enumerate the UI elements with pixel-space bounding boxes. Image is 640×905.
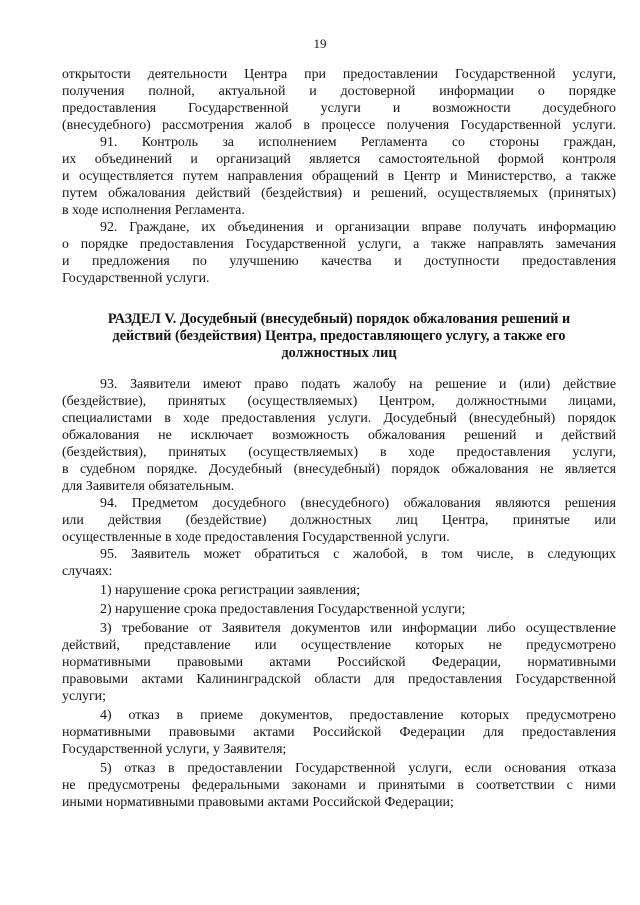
section-heading: РАЗДЕЛ V. Досудебный (внесудебный) порядок обжалования решений и <box>107 311 571 327</box>
text-line: правовыми актами Калининградской области для предоставления Государственной <box>62 672 616 687</box>
text-line: и предложения по улучшению качества и доступности предоставления <box>62 254 616 269</box>
list-item-5: 5) отказ в предоставлении Государственной услуги, если основания отказа <box>100 761 616 776</box>
text-line: нормативными правовыми актами Российской Федерации для предоставления <box>62 725 616 740</box>
text-line: действий, представление или осуществление которых не предусмотрено <box>62 638 616 653</box>
section-heading: действий (бездействия) Центра, предоставляющего услугу, а также его <box>112 328 566 344</box>
text-line: нормативными правовыми актами Российской Федерации, нормативными <box>62 655 616 670</box>
text-line: и осуществляется путем направления обращений в Центр и Министерство, а также <box>62 169 616 184</box>
list-item-2: 2) нарушение срока предоставления Государственной услуги; <box>100 602 466 617</box>
list-item-4: 4) отказ в приеме документов, предоставление которых предусмотрено <box>100 708 616 723</box>
text-line: Государственной услуги. <box>62 271 210 286</box>
text-line: (внесудебного) рассмотрения жалоб в процессе получения Государственной услуги. <box>62 118 616 133</box>
text-line: случаях: <box>62 564 113 579</box>
text-line: Государственной услуги, у Заявителя; <box>62 742 287 757</box>
text-line: путем обжалования действий (бездействия) и решений, осуществляемых (принятых) <box>62 186 616 201</box>
list-item-1: 1) нарушение срока регистрации заявления; <box>100 583 361 598</box>
paragraph-92-first-line: 92. Граждане, их объединения и организации вправе получать информацию <box>100 220 616 235</box>
paragraph-95-first-line: 95. Заявитель может обратиться с жалобой, в том числе, в следующих <box>100 547 616 562</box>
section-heading: должностных лиц <box>281 345 397 361</box>
text-line: для Заявителя обязательным. <box>62 479 235 494</box>
text-line: в ходе исполнения Регламента. <box>62 203 245 218</box>
page-number: 19 <box>313 36 327 51</box>
paragraph-94-first-line: 94. Предметом досудебного (внесудебного) обжалования являются решения <box>100 496 616 511</box>
text-line: осуществленные в ходе предоставления Государственной услуги. <box>62 530 450 545</box>
paragraph-93-first-line: 93. Заявители имеют право подать жалобу на решение и (или) действие <box>100 377 616 392</box>
text-line: или действия (бездействие) должностных лиц Центра, принятые или <box>62 513 616 528</box>
text-line: в судебном порядке. Досудебный (внесудебный) порядок обжалования не является <box>62 462 616 477</box>
text-line: получения полной, актуальной и достоверной информации о порядке <box>62 84 616 99</box>
text-line: их объединений и организаций является самостоятельной формой контроля <box>62 152 616 167</box>
list-item-3: 3) требование от Заявителя документов или информации либо осуществление <box>100 621 616 636</box>
text-line: обжалования не исключает возможность обжалования решений и действий <box>62 428 616 443</box>
text-line: услуги; <box>62 689 106 704</box>
text-line: (бездействие), принятых (осуществляемых) Центром, должностными лицами, <box>62 394 616 409</box>
text-line: (бездействия), принятых (осуществляемых) в ходе предоставления услуги, <box>62 445 616 460</box>
text-line: о порядке предоставления Государственной услуги, а также направлять замечания <box>62 237 616 252</box>
text-line: предоставления Государственной услуги и возможности досудебного <box>62 101 616 116</box>
text-line: иными нормативными правовыми актами Российской Федерации; <box>62 795 454 810</box>
text-line: открытости деятельности Центра при предоставлении Государственной услуги, <box>62 67 616 82</box>
text-line: специалистами в ходе предоставления услуги. Досудебный (внесудебный) порядок <box>62 411 616 426</box>
text-line: не предусмотрены федеральными законами и принятыми в соответствии с ними <box>62 778 616 793</box>
paragraph-91-first-line: 91. Контроль за исполнением Регламента со стороны граждан, <box>100 135 616 150</box>
